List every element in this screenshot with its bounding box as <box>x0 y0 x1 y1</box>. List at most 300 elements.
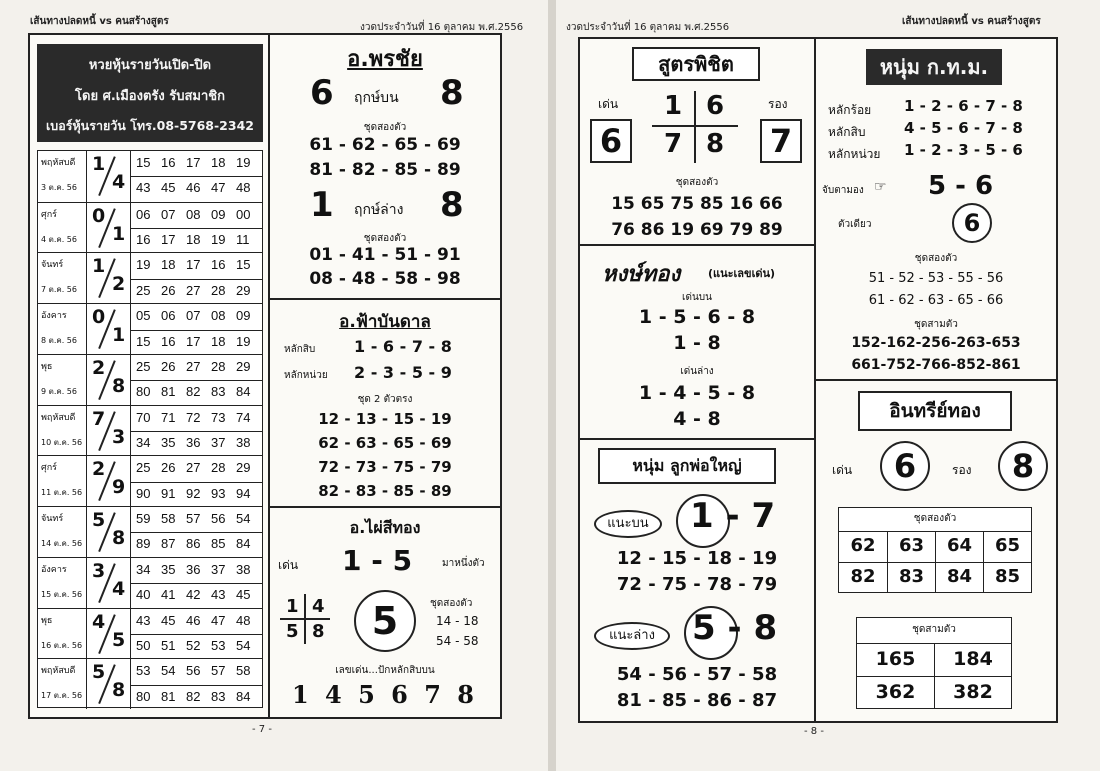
pornchai-top-label: ฤกษ์บน <box>354 90 399 106</box>
row-number: 38 <box>236 434 251 450</box>
num-kthm-hundreds: 1 - 2 - 6 - 7 - 8 <box>904 97 1023 115</box>
row-divider <box>86 558 87 608</box>
row-number: 73 <box>211 409 226 425</box>
row-bottom-digit: 8 <box>112 679 126 702</box>
num-lukpho-bottom-line1: 54 - 56 - 57 - 58 <box>616 664 778 685</box>
row-number: 90 <box>136 485 151 501</box>
left-header-date: งวดประจำวันที่ 16 ตุลาคม พ.ศ.2556 <box>360 22 524 33</box>
row-number: 84 <box>236 688 251 704</box>
row-mid-line <box>130 685 262 686</box>
row-number: 93 <box>211 485 226 501</box>
row-date: 7 ต.ค. 56 <box>41 285 77 295</box>
fabandan-line4: 82 - 83 - 85 - 89 <box>318 482 452 500</box>
num-kthm-set2-line1: 51 - 52 - 53 - 55 - 56 <box>868 271 1004 286</box>
insithong-section <box>816 381 1056 721</box>
pornchai-bottom-left: 1 <box>310 185 334 225</box>
paisithong-set1: 14 - 18 <box>436 614 479 628</box>
row-number: 17 <box>186 257 201 273</box>
row-number: 18 <box>211 155 226 170</box>
row-number: 19 <box>211 232 226 248</box>
paisithong-pin: 1 4 5 6 7 8 <box>292 680 478 709</box>
row-number: 56 <box>186 663 201 679</box>
row-number: 29 <box>236 460 251 476</box>
row-day: จันทร์ <box>41 514 64 525</box>
sutphichit-second-label: รอง <box>768 97 788 111</box>
row-mid-line <box>130 228 262 229</box>
row-number: 91 <box>161 485 176 501</box>
row-number: 28 <box>211 460 226 476</box>
row-divider <box>86 151 87 202</box>
row-date: 17 ต.ค. 56 <box>41 691 83 701</box>
two-digit-cell: 82 <box>839 562 887 592</box>
row-top-digit: 0 <box>92 306 106 329</box>
row-number: 43 <box>136 180 151 196</box>
table-row <box>38 608 262 659</box>
row-number: 37 <box>211 561 226 577</box>
num-lukpho-bottom: 5 - 8 <box>692 608 778 648</box>
row-top-digit: 4 <box>92 610 106 633</box>
table-row <box>38 202 262 253</box>
row-day: อังคาร <box>41 564 67 575</box>
num-kthm-units-label: หลักหน่วย <box>828 147 881 161</box>
row-divider <box>86 609 87 659</box>
hongthong-top1: 1 - 5 - 6 - 8 <box>638 306 756 328</box>
row-top-digit: 3 <box>92 559 106 582</box>
num-kthm-set3-line2: 661-752-766-852-861 <box>851 357 1021 373</box>
hongthong-bottom2: 4 - 8 <box>673 408 721 430</box>
row-number: 56 <box>211 511 226 527</box>
hongthong-bottom-label: เด่นล่าง <box>680 366 714 377</box>
fabandan-line3: 72 - 73 - 75 - 79 <box>318 458 452 476</box>
row-date: 9 ต.ค. 56 <box>41 386 77 396</box>
row-date: 16 ต.ค. 56 <box>41 640 83 650</box>
num-kthm-units: 1 - 2 - 3 - 5 - 6 <box>904 141 1023 159</box>
row-divider <box>86 507 87 557</box>
sutphichit-main: 6 <box>590 119 632 163</box>
two-digit-cell: 83 <box>887 562 935 592</box>
left-header-title: เส้นทางปลดหนี้ vs คนสร้างสูตร <box>30 16 169 27</box>
row-number: 51 <box>161 637 176 653</box>
num-kthm-section <box>816 39 1056 379</box>
sutphichit-grid-bl: 7 <box>664 129 683 159</box>
row-mid-line <box>130 634 262 635</box>
sutphichit-grid-vline <box>694 91 696 163</box>
fabandan-units-label: หลักหน่วย <box>284 370 328 381</box>
row-number: 81 <box>161 384 176 400</box>
row-number: 05 <box>136 308 151 324</box>
num-lukpho-bottom-line2: 81 - 85 - 86 - 87 <box>616 690 778 711</box>
sutphichit-line1: 15 65 75 85 16 66 <box>611 194 783 214</box>
row-divider <box>86 355 87 405</box>
row-number: 47 <box>211 612 226 628</box>
pornchai-set2-line1: 01 - 41 - 51 - 91 <box>309 245 461 265</box>
pornchai-title: อ.พรชัย <box>347 47 423 72</box>
row-bottom-digit: 2 <box>112 273 126 296</box>
row-number: 29 <box>236 358 251 374</box>
hongthong-top-label: เด่นบน <box>682 292 712 303</box>
row-number: 57 <box>211 663 226 679</box>
row-top-digit: 2 <box>92 458 106 481</box>
row-number: 17 <box>161 232 176 248</box>
row-number: 42 <box>186 587 201 603</box>
right-page-number: - 8 - <box>804 726 824 737</box>
row-number: 36 <box>186 434 201 450</box>
row-number: 57 <box>186 511 201 527</box>
fabandan-tens-label: หลักสิบ <box>284 344 316 355</box>
row-date: 8 ต.ค. 56 <box>41 336 77 346</box>
row-number: 53 <box>136 663 151 679</box>
row-bottom-digit: 4 <box>112 171 126 193</box>
row-number: 87 <box>161 536 176 552</box>
num-lukpho-title: หนุ่ม ลูกพ่อใหญ่ <box>598 448 776 484</box>
row-number: 15 <box>136 333 151 349</box>
row-number: 53 <box>211 637 226 653</box>
two-digit-cell: 63 <box>887 532 935 562</box>
row-number: 15 <box>236 257 251 273</box>
row-number: 16 <box>211 257 226 273</box>
grid-bl: 5 <box>286 621 299 642</box>
pornchai-top-left: 6 <box>310 73 334 113</box>
row-day: ศุกร์ <box>41 463 57 474</box>
pornchai-set1-line1: 61 - 62 - 65 - 69 <box>309 135 461 155</box>
pornchai-set-label-2: ชุดสองตัว <box>363 233 407 244</box>
table-row <box>38 557 262 608</box>
row-number: 09 <box>236 308 251 324</box>
row-number: 00 <box>236 206 251 222</box>
pornchai-bottom-label: ฤกษ์ล่าง <box>354 202 404 218</box>
row-number: 85 <box>211 536 226 552</box>
row-mid-line <box>130 176 262 177</box>
sutphichit-grid-hline <box>652 125 738 127</box>
insithong-title: อินทรีย์ทอง <box>858 391 1012 431</box>
fabandan-units: 2 - 3 - 5 - 9 <box>354 363 452 382</box>
num-kthm-single-label: ตัวเดียว <box>838 219 872 230</box>
row-number: 52 <box>186 637 201 653</box>
row-number: 46 <box>186 180 201 196</box>
row-number: 72 <box>186 409 201 425</box>
row-number: 45 <box>161 612 176 628</box>
row-top-digit: 5 <box>92 661 106 684</box>
sutphichit-grid <box>652 91 738 163</box>
fabandan-line1: 12 - 13 - 15 - 19 <box>318 410 452 428</box>
stock-results-table <box>37 150 263 708</box>
sutphichit-second: 7 <box>760 119 802 163</box>
row-number: 19 <box>236 333 251 349</box>
row-number: 45 <box>161 180 176 196</box>
row-number: 27 <box>186 282 201 298</box>
pornchai-set1-line2: 81 - 82 - 85 - 89 <box>309 160 461 180</box>
row-number: 15 <box>136 155 151 170</box>
row-number: 83 <box>211 688 226 704</box>
paisithong-pin-label: เลขเด่น...ปักหลักสิบบน <box>335 665 435 676</box>
row-divider <box>86 456 87 506</box>
row-number: 45 <box>236 587 251 603</box>
paisithong-circle: 5 <box>354 590 416 652</box>
row-divider <box>86 304 87 354</box>
row-number: 81 <box>161 688 176 704</box>
fabandan-tens: 1 - 6 - 7 - 8 <box>354 337 452 356</box>
row-number: 58 <box>161 511 176 527</box>
fabandan-line2: 62 - 63 - 65 - 69 <box>318 434 452 452</box>
fabandan-section <box>270 300 500 505</box>
row-number: 07 <box>186 308 201 324</box>
pornchai-bottom-right: 8 <box>440 185 464 225</box>
ad-line-2: โดย ศ.เมืองตรัง รับสมาชิก <box>75 89 225 104</box>
row-number: 17 <box>186 155 201 170</box>
row-number: 46 <box>186 612 201 628</box>
row-number: 11 <box>236 232 250 248</box>
row-number: 54 <box>236 637 251 653</box>
row-number: 25 <box>136 282 151 298</box>
row-day: ศุกร์ <box>41 209 57 220</box>
row-number: 08 <box>186 206 201 222</box>
row-mid-line <box>130 330 262 331</box>
row-top-digit: 1 <box>92 153 106 175</box>
table-row <box>38 405 262 456</box>
row-number: 16 <box>161 155 176 170</box>
num-lukpho-top: 1 - 7 <box>690 496 776 536</box>
num-lukpho-bottom-label: แนะล่าง <box>594 622 670 650</box>
row-mid-line <box>130 380 262 381</box>
pornchai-set-label-1: ชุดสองตัว <box>363 122 407 133</box>
row-top-digit: 1 <box>92 255 106 278</box>
row-number: 29 <box>236 282 251 298</box>
stock-ad-box <box>37 44 263 142</box>
table-row <box>38 658 262 709</box>
hongthong-bottom1: 1 - 4 - 5 - 8 <box>638 382 756 404</box>
row-number: 36 <box>186 561 201 577</box>
row-number: 40 <box>136 587 151 603</box>
num-lukpho-top-label: แนะบน <box>594 510 662 538</box>
insithong-second-label: รอง <box>952 463 972 477</box>
table-row <box>38 151 262 202</box>
insithong-main: 6 <box>880 441 930 491</box>
row-number: 48 <box>236 612 251 628</box>
num-kthm-tens-label: หลักสิบ <box>828 125 866 139</box>
row-date: 14 ต.ค. 56 <box>41 539 83 549</box>
row-mid-line <box>130 482 262 483</box>
row-mid-line <box>130 279 262 280</box>
row-number: 84 <box>236 536 251 552</box>
row-number: 06 <box>136 206 151 222</box>
two-digit-cell: 64 <box>935 532 983 562</box>
insithong-two-table <box>838 507 1032 593</box>
sutphichit-set-label: ชุดสองตัว <box>675 177 719 188</box>
pornchai-top-right: 8 <box>440 73 464 113</box>
sutphichit-title: สูตรพิชิต <box>632 47 760 81</box>
hongthong-section <box>580 246 814 438</box>
row-number: 34 <box>136 561 151 577</box>
three-digit-cell: 382 <box>934 676 1011 708</box>
row-number: 43 <box>136 612 151 628</box>
row-number: 58 <box>236 663 251 679</box>
insithong-three-table <box>856 617 1012 709</box>
row-top-digit: 0 <box>92 204 106 227</box>
row-number: 18 <box>161 257 176 273</box>
three-digit-cell: 184 <box>934 644 1011 676</box>
row-number: 54 <box>161 663 176 679</box>
paisithong-play: 1 - 5 <box>342 544 413 577</box>
fabandan-set-label: ชุด 2 ตัวตรง <box>357 394 413 405</box>
sutphichit-line2: 76 86 19 69 79 89 <box>611 220 783 240</box>
num-kthm-single: 6 <box>952 203 992 243</box>
left-page <box>0 0 548 771</box>
row-number: 25 <box>136 358 151 374</box>
table-row <box>38 354 262 405</box>
row-number: 19 <box>136 257 151 273</box>
row-number: 17 <box>186 333 201 349</box>
three-digit-cell: 165 <box>875 648 916 670</box>
num-kthm-set3-line1: 152-162-256-263-653 <box>851 335 1021 351</box>
row-number: 92 <box>186 485 201 501</box>
paisithong-section <box>270 508 500 716</box>
row-number: 19 <box>236 155 251 170</box>
sutphichit-section <box>580 39 814 244</box>
row-bottom-digit: 3 <box>112 425 126 448</box>
right-header-title: เส้นทางปลดหนี้ vs คนสร้างสูตร <box>902 16 1041 27</box>
row-top-digit: 5 <box>92 509 106 532</box>
paisithong-title: อ.ไผ่สีทอง <box>349 518 421 537</box>
row-number: 59 <box>136 511 151 527</box>
num-kthm-pair: 5 - 6 <box>928 171 994 201</box>
row-date: 11 ต.ค. 56 <box>41 488 83 498</box>
num-kthm-hundreds-label: หลักร้อย <box>828 103 872 117</box>
row-date: 4 ต.ค. 56 <box>41 234 77 244</box>
insithong-three-grid <box>857 644 1011 708</box>
grid-hline <box>280 618 330 620</box>
num-kthm-title: หนุ่ม ก.ท.ม. <box>866 49 1002 85</box>
num-kthm-set2-line2: 61 - 62 - 63 - 65 - 66 <box>868 293 1004 308</box>
paisithong-play-label: เด่น <box>278 558 299 572</box>
insithong-three-label: ชุดสามตัว <box>857 618 1011 644</box>
row-number: 34 <box>136 434 151 450</box>
row-bottom-digit: 9 <box>112 476 126 499</box>
row-number: 28 <box>211 358 226 374</box>
insithong-main-label: เด่น <box>832 463 853 477</box>
pornchai-section <box>270 35 500 297</box>
row-number: 26 <box>161 460 176 476</box>
right-page <box>556 0 1100 771</box>
row-number: 41 <box>161 587 176 603</box>
row-number: 06 <box>161 308 176 324</box>
num-lukpho-top-line1: 12 - 15 - 18 - 19 <box>616 548 778 569</box>
sutphichit-grid-tl: 1 <box>664 91 683 121</box>
row-bottom-digit: 8 <box>112 374 126 397</box>
row-number: 47 <box>211 180 226 196</box>
row-number: 82 <box>186 688 201 704</box>
num-kthm-set3-label: ชุดสามตัว <box>914 319 958 330</box>
row-number: 28 <box>211 282 226 298</box>
row-bottom-digit: 1 <box>112 222 126 245</box>
row-divider <box>86 406 87 456</box>
row-number: 25 <box>136 460 151 476</box>
paisithong-set2: 54 - 58 <box>436 634 479 648</box>
row-number: 71 <box>161 409 176 425</box>
row-bottom-digit: 4 <box>112 577 126 600</box>
table-row <box>38 455 262 506</box>
row-day: พฤหัสบดี <box>41 412 76 423</box>
two-digit-cell: 62 <box>850 535 876 556</box>
row-mid-line <box>130 532 262 533</box>
fabandan-title: อ.ฟ้าบันดาล <box>339 312 431 332</box>
row-number: 38 <box>236 561 251 577</box>
row-number: 43 <box>211 587 226 603</box>
row-number: 18 <box>186 232 201 248</box>
row-day: พฤหัสบดี <box>41 158 76 168</box>
row-day: พุธ <box>41 615 53 626</box>
sutphichit-grid-br: 8 <box>706 129 725 159</box>
row-number: 80 <box>136 688 151 704</box>
row-top-digit: 7 <box>92 407 106 430</box>
table-row <box>38 303 262 354</box>
row-number: 35 <box>161 561 176 577</box>
row-number: 74 <box>236 409 251 425</box>
grid-tl: 1 <box>286 596 299 617</box>
num-kthm-tens: 4 - 5 - 6 - 7 - 8 <box>904 119 1023 137</box>
row-number: 84 <box>236 384 251 400</box>
num-kthm-pair-label: จับตามอง <box>822 185 864 196</box>
row-divider <box>86 253 87 303</box>
grid-tr: 4 <box>312 596 325 617</box>
left-page-number: - 7 - <box>252 724 272 735</box>
row-number: 70 <box>136 409 151 425</box>
row-bottom-digit: 8 <box>112 527 126 550</box>
row-day: พฤหัสบดี <box>41 666 76 677</box>
row-day: จันทร์ <box>41 260 64 271</box>
grid-br: 8 <box>312 621 325 642</box>
row-divider <box>86 659 87 709</box>
row-number: 16 <box>161 333 176 349</box>
hongthong-subtitle: (แนะเลขเด่น) <box>708 267 776 280</box>
ad-line-3: เบอร์หุ้นรายวัน โทร.08-5768-2342 <box>46 118 254 133</box>
row-date: 3 ต.ค. 56 <box>41 183 77 192</box>
row-number: 82 <box>186 384 201 400</box>
hongthong-title: หงษ์ทอง <box>602 262 681 287</box>
num-kthm-set2-label: ชุดสองตัว <box>914 253 958 264</box>
insithong-second: 8 <box>998 441 1048 491</box>
row-number: 09 <box>211 206 226 222</box>
pointing-hand-icon: ☞ <box>874 179 887 195</box>
hongthong-top2: 1 - 8 <box>673 332 721 354</box>
row-number: 89 <box>136 536 151 552</box>
row-number: 35 <box>161 434 176 450</box>
sutphichit-main-label: เด่น <box>598 97 619 111</box>
row-day: อังคาร <box>41 311 67 322</box>
row-number: 16 <box>136 232 151 248</box>
right-header-date: งวดประจำวันที่ 16 ตุลาคม พ.ศ.2556 <box>566 22 730 33</box>
row-day: พุธ <box>41 361 53 372</box>
num-lukpho-top-line2: 72 - 75 - 78 - 79 <box>616 574 778 595</box>
row-number: 18 <box>211 333 226 349</box>
binding-gutter <box>548 0 556 771</box>
paisithong-grid <box>280 594 330 644</box>
row-mid-line <box>130 583 262 584</box>
row-number: 80 <box>136 384 151 400</box>
row-number: 27 <box>186 460 201 476</box>
row-number: 86 <box>186 536 201 552</box>
row-mid-line <box>130 431 262 432</box>
row-bottom-digit: 1 <box>112 324 126 347</box>
two-digit-cell: 85 <box>983 562 1031 592</box>
row-number: 27 <box>186 358 201 374</box>
paisithong-main-label: มาหนึ่งตัว <box>442 558 485 569</box>
row-number: 54 <box>236 511 251 527</box>
table-row <box>38 506 262 557</box>
row-number: 37 <box>211 434 226 450</box>
row-number: 48 <box>236 180 251 196</box>
insithong-two-label: ชุดสองตัว <box>839 508 1031 532</box>
ad-line-1: หวยหุ้นรายวันเปิด-ปิด <box>88 58 212 73</box>
